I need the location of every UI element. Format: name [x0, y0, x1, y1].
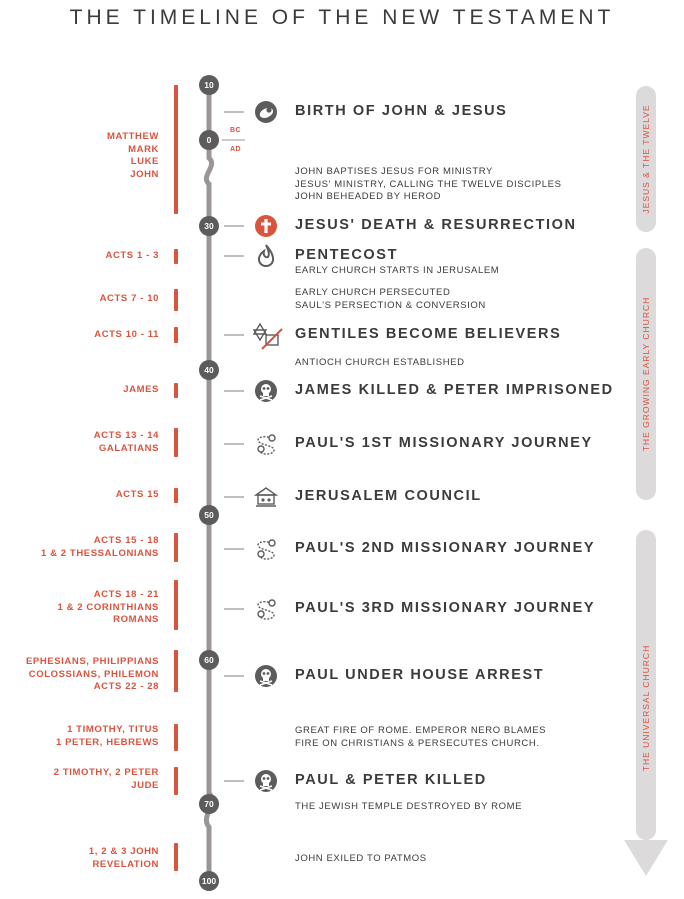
council-icon-9	[256, 488, 276, 506]
event-detail: EARLY CHURCH STARTS IN JERUSALEM	[295, 265, 500, 276]
scripture-label: ACTS 18 - 21 1 & 2 CORINTHIANS ROMANS	[57, 589, 159, 625]
year-marker: 0	[199, 130, 219, 150]
scripture-label: ACTS 10 - 11	[94, 329, 159, 340]
scripture-bar-8	[174, 580, 178, 630]
scripture-bar-7	[174, 533, 178, 562]
timeline-axis	[206, 86, 211, 881]
event-heading: PAUL UNDER HOUSE ARREST	[295, 667, 545, 683]
scripture-bar-4	[174, 383, 178, 398]
era-label: JESUS & THE TWELVE	[641, 104, 651, 214]
scripture-bar-6	[174, 488, 178, 503]
scripture-label: 1, 2 & 3 JOHN REVELATION	[88, 846, 159, 870]
route-icon-10	[258, 540, 275, 559]
era-label: THE UNIVERSAL CHURCH	[641, 644, 651, 772]
scripture-label: ACTS 13 - 14 GALATIANS	[93, 430, 159, 454]
event-heading: PAUL'S 2ND MISSIONARY JOURNEY	[295, 540, 596, 556]
era-label: THE GROWING EARLY CHURCH	[641, 296, 651, 452]
event-heading: PAUL & PETER KILLED	[295, 772, 487, 788]
event-heading: JERUSALEM COUNCIL	[295, 488, 482, 504]
year-marker: 50	[199, 505, 219, 525]
scripture-label: EPHESIANS, PHILIPPIANS COLOSSIANS, PHILEMON ACTS 22 - 28	[25, 656, 159, 692]
year-marker: 100	[199, 871, 219, 891]
skull-icon-12	[255, 665, 277, 687]
scripture-label: MATTHEW MARK LUKE JOHN	[106, 131, 159, 180]
scripture-bar-2	[174, 289, 178, 311]
scripture-bar-11	[174, 767, 178, 795]
event-detail: EARLY CHURCH PERSECUTED SAUL'S PERSECTION & CONVERSION	[295, 287, 486, 311]
baby-icon-0	[255, 101, 277, 123]
flame-icon-3	[259, 245, 273, 266]
scripture-bar-10	[174, 724, 178, 751]
event-detail: GREAT FIRE OF ROME. EMPEROR NERO BLAMES FIRE ON CHRISTIANS & PERSECUTES CHURCH.	[295, 725, 547, 749]
skull-icon-14	[255, 770, 277, 792]
event-detail: JOHN BAPTISES JESUS FOR MINISTRY JESUS' MINISTRY, CALLING THE TWELVE DISCIPLES JOHN BEHEADED BY HEROD	[295, 166, 562, 202]
event-heading: BIRTH OF JOHN & JESUS	[295, 103, 508, 119]
scripture-label: JAMES	[123, 384, 159, 395]
cross-icon-2	[255, 215, 277, 237]
scripture-bar-12	[174, 843, 178, 871]
event-heading: GENTILES BECOME BELIEVERS	[295, 326, 562, 342]
star-of-david-icon-5	[254, 324, 282, 349]
era-arrow-head	[624, 840, 668, 876]
scripture-label: ACTS 15 - 18 1 & 2 THESSALONIANS	[40, 535, 159, 559]
year-marker: 10	[199, 75, 219, 95]
ad-label: AD	[230, 146, 242, 153]
scripture-label: ACTS 1 - 3	[105, 250, 159, 261]
year-marker: 60	[199, 650, 219, 670]
year-marker: 40	[199, 360, 219, 380]
scripture-bar-1	[174, 249, 178, 264]
scripture-bar-3	[174, 327, 178, 343]
scripture-label: 2 TIMOTHY, 2 PETER JUDE	[53, 767, 159, 791]
scripture-bar-5	[174, 428, 178, 457]
event-detail: THE JEWISH TEMPLE DESTROYED BY ROME	[295, 801, 523, 812]
scripture-label: ACTS 15	[115, 489, 159, 500]
page-title: THE TIMELINE OF THE NEW TESTAMENT	[69, 6, 615, 29]
event-heading: PAUL'S 3RD MISSIONARY JOURNEY	[295, 600, 596, 616]
event-heading: JAMES KILLED & PETER IMPRISONED	[295, 382, 614, 398]
bc-label: BC	[230, 127, 242, 134]
route-icon-11	[258, 600, 275, 619]
event-heading: JESUS' DEATH & RESURRECTION	[295, 217, 577, 233]
event-detail: ANTIOCH CHURCH ESTABLISHED	[295, 357, 465, 368]
scripture-label: ACTS 7 - 10	[99, 293, 159, 304]
scripture-bar-0	[174, 85, 178, 214]
event-heading: PAUL'S 1ST MISSIONARY JOURNEY	[295, 435, 593, 451]
scripture-label: 1 TIMOTHY, TITUS 1 PETER, HEBREWS	[55, 724, 159, 748]
event-heading: PENTECOST	[295, 247, 399, 263]
year-marker: 30	[199, 216, 219, 236]
event-detail: JOHN EXILED TO PATMOS	[295, 853, 427, 864]
scripture-bar-9	[174, 650, 178, 692]
skull-icon-7	[255, 380, 277, 402]
route-icon-8	[258, 435, 275, 454]
year-marker: 70	[199, 794, 219, 814]
